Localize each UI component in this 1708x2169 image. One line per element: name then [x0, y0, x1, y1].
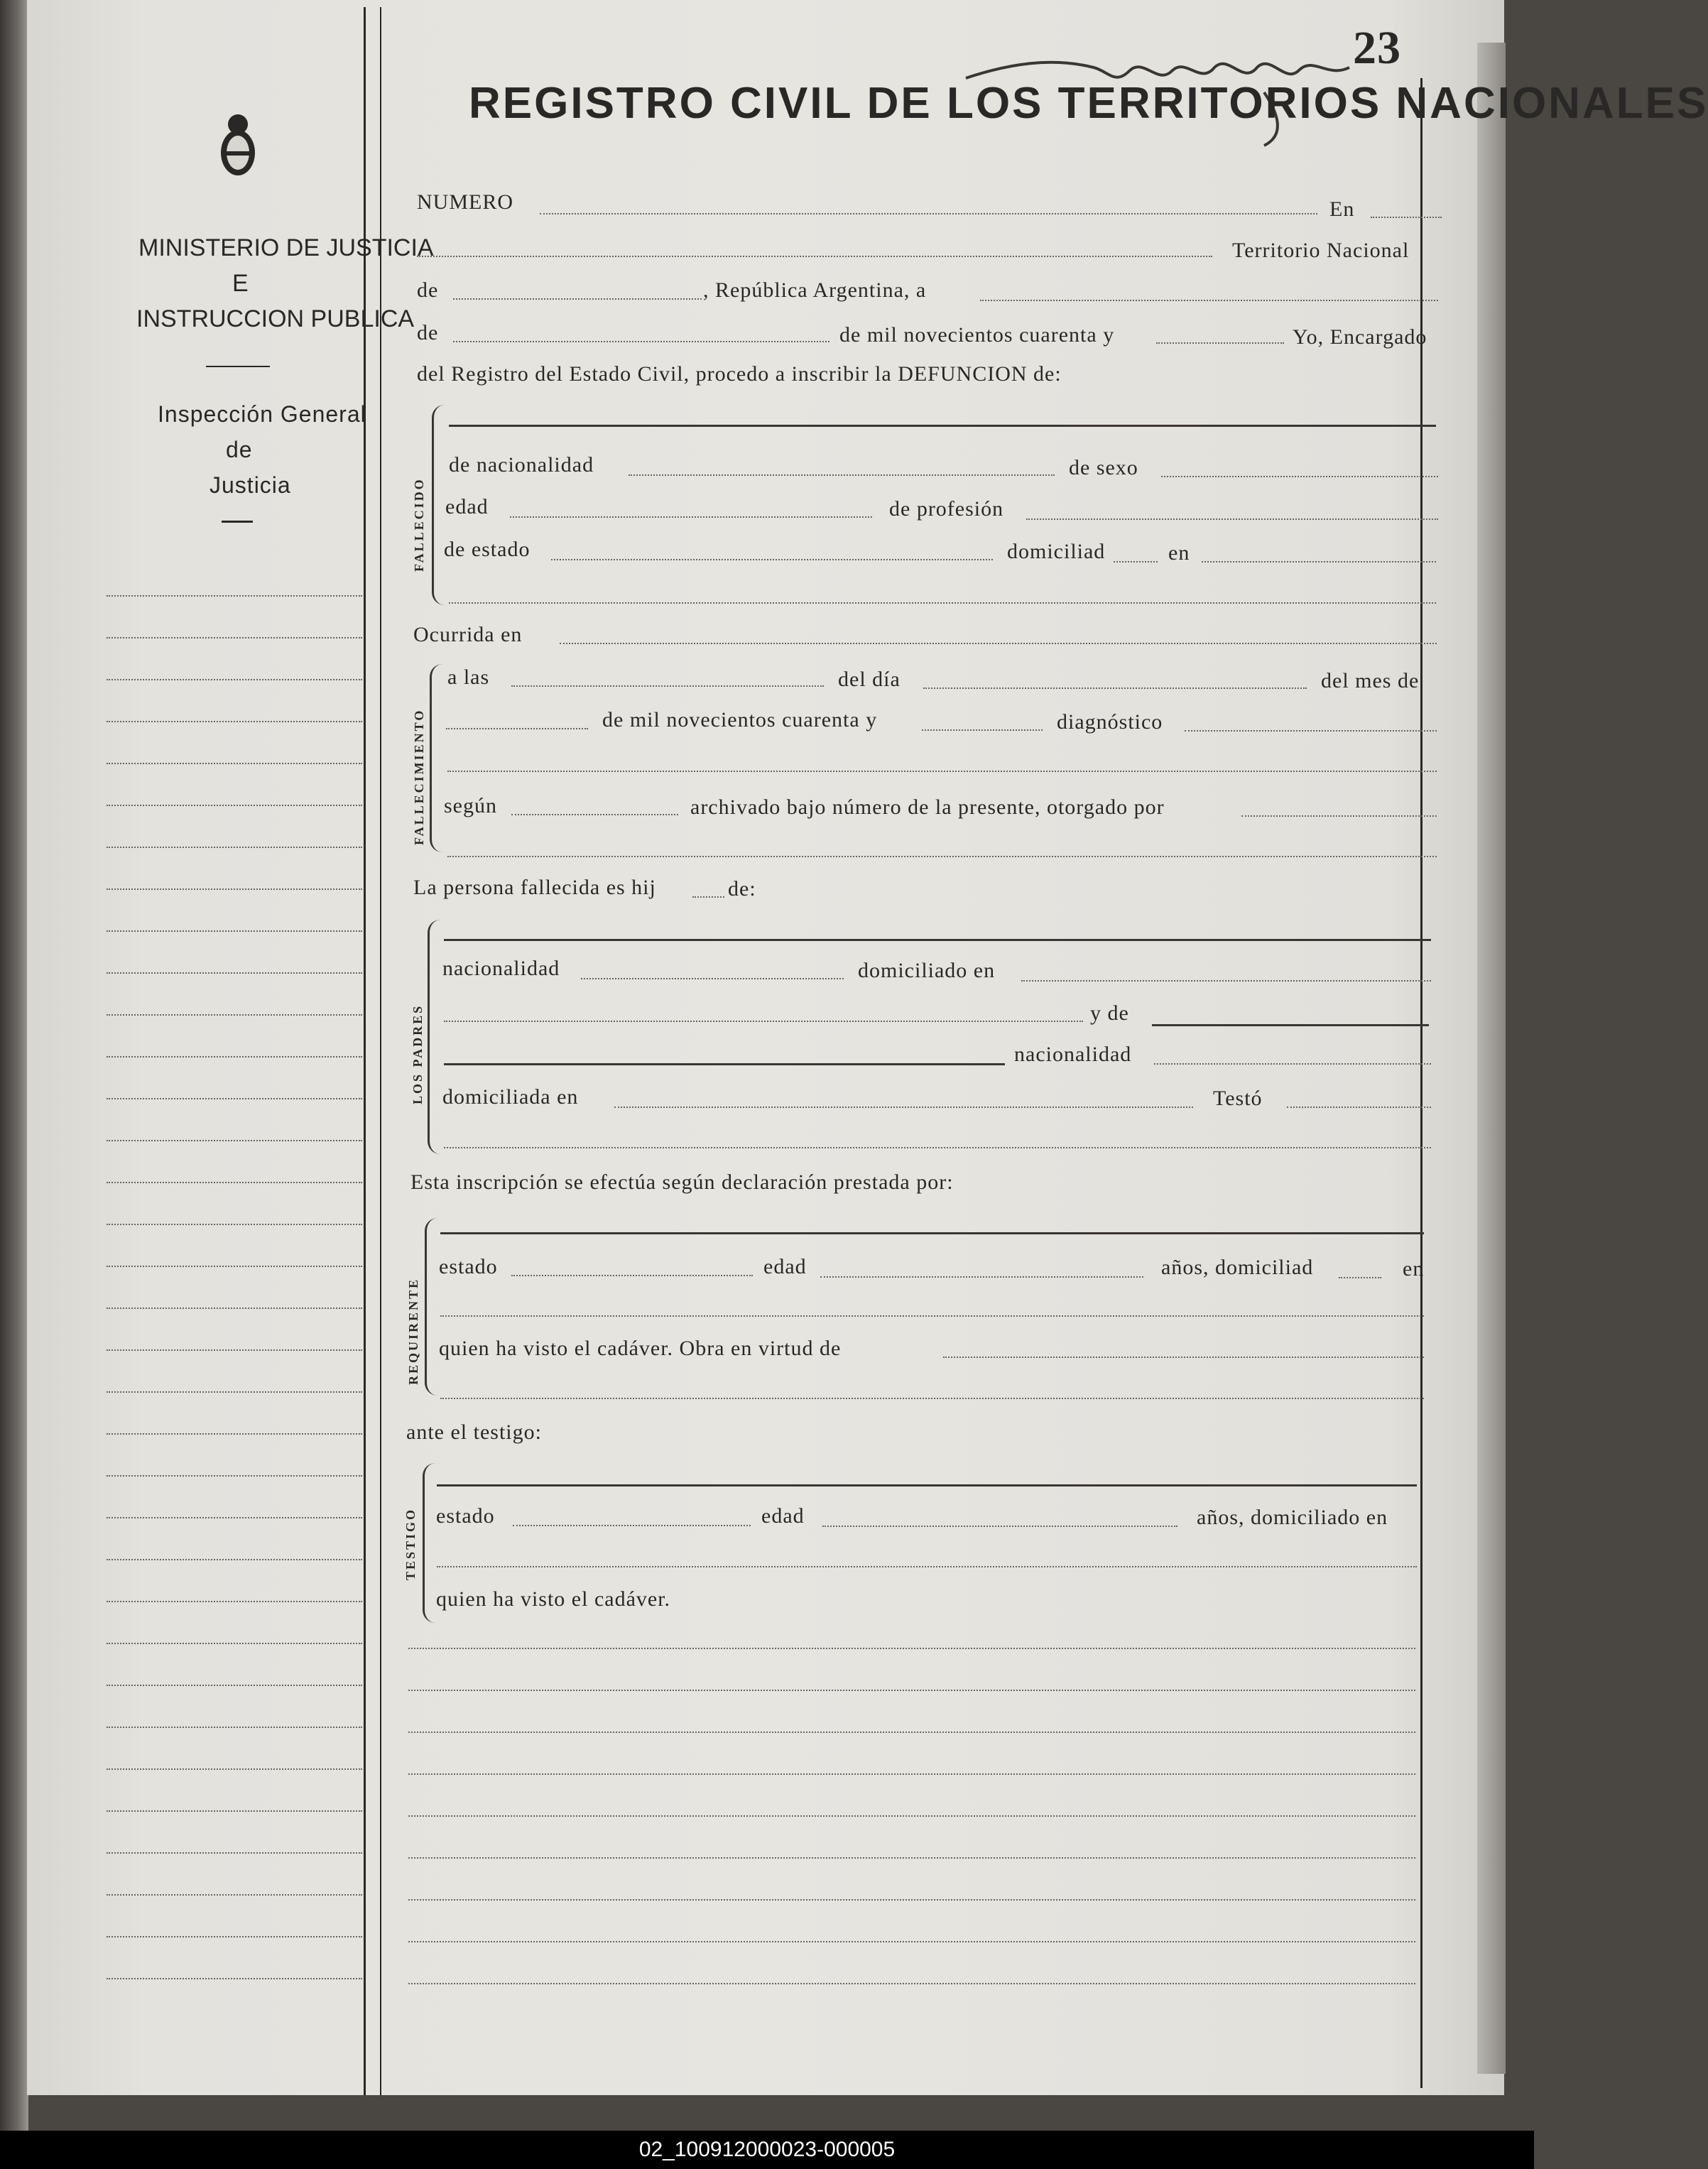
testigo-label: TESTIGO: [403, 1507, 418, 1580]
notes-ruled-line[interactable]: [408, 1732, 1415, 1733]
fallecimiento-brace: [430, 664, 445, 852]
padres-nacionalidad2-label: nacionalidad: [1014, 1043, 1132, 1066]
requirente-en-label: en: [1403, 1257, 1425, 1281]
padres-nacionalidad-label: nacionalidad: [442, 957, 560, 980]
domicilio-field-2[interactable]: [449, 602, 1436, 604]
archivado-label: archivado bajo número de la presente, otorgado por: [690, 795, 1165, 819]
requirente-label: REQUIRENTE: [406, 1277, 420, 1385]
fallecimiento-label: FALLECIMIENTO: [412, 708, 426, 845]
page-number: 23: [1353, 22, 1401, 74]
ministry-line-2: E: [232, 270, 250, 297]
registro-statement: del Registro del Estado Civil, procedo a inscribir la DEFUNCION de:: [417, 362, 1062, 386]
requirente-name-field[interactable]: [440, 1232, 1424, 1234]
mes-field[interactable]: [446, 728, 588, 729]
segun-field[interactable]: [511, 814, 678, 815]
sidebar-ruled-line[interactable]: [107, 847, 362, 848]
estado-label: de estado: [444, 538, 531, 561]
domiciliado-suffix-field[interactable]: [1114, 561, 1158, 562]
father-domicilio-field[interactable]: [1021, 980, 1431, 982]
edad-label: edad: [445, 495, 489, 518]
coat-of-arms-icon: [217, 110, 259, 181]
yo-label: Yo, Encargado: [1293, 325, 1427, 349]
hora-field[interactable]: [511, 685, 824, 687]
inspection-line-2: de: [226, 437, 253, 462]
diagnostico-field-2[interactable]: [447, 771, 1437, 772]
sidebar-ruled-line[interactable]: [107, 1852, 362, 1854]
sexo-field[interactable]: [1161, 476, 1438, 477]
nacionalidad-field[interactable]: [629, 474, 1055, 476]
sidebar-ruled-line[interactable]: [107, 1391, 362, 1393]
territory-field[interactable]: [417, 256, 1212, 257]
requirente-virtud-field-2[interactable]: [440, 1398, 1424, 1399]
inspection-line-1: Inspección General: [158, 401, 366, 427]
hijo-suffix-field[interactable]: [692, 896, 724, 898]
testigo-edad-field[interactable]: [822, 1526, 1177, 1527]
dia-field[interactable]: [923, 687, 1307, 689]
testigo-quien-label: quien ha visto el cadáver.: [436, 1587, 671, 1611]
sidebar-ruled-line[interactable]: [107, 1643, 362, 1644]
sidebar-ruled-line[interactable]: [107, 1517, 362, 1518]
ocurrida-label: Ocurrida en: [413, 623, 523, 646]
sidebar-ruled-line[interactable]: [107, 1140, 362, 1141]
register-title: REGISTRO CIVIL DE LOS TERRITORIOS NACIONALES: [469, 79, 1708, 128]
fallecido-label: FALLECIDO: [412, 477, 426, 572]
sidebar-ruled-line[interactable]: [107, 679, 362, 680]
requirente-edad-label: edad: [763, 1255, 807, 1278]
notes-ruled-line[interactable]: [408, 1773, 1415, 1775]
profesion-label: de profesión: [889, 497, 1004, 521]
sidebar-divider: [206, 366, 270, 367]
sexo-label: de sexo: [1069, 456, 1138, 479]
father-nacionalidad-field[interactable]: [581, 978, 844, 979]
de-label-2: de: [417, 321, 439, 344]
y-de-label: y de: [1090, 1001, 1129, 1025]
sidebar-ruled-line[interactable]: [107, 1014, 362, 1016]
nacionalidad-label: de nacionalidad: [449, 453, 594, 477]
sidebar-ruled-line[interactable]: [107, 637, 362, 638]
otorgado-field-2[interactable]: [447, 856, 1437, 857]
testigo-brace: [423, 1463, 437, 1623]
numero-field[interactable]: [540, 213, 1317, 214]
requirente-quien-label: quien ha visto el cadáver. Obra en virtud de: [439, 1337, 842, 1360]
sidebar-ruled-line[interactable]: [107, 595, 362, 597]
sidebar-ruled-line[interactable]: [107, 1224, 362, 1225]
de-field-2[interactable]: [453, 341, 829, 342]
sidebar-ruled-line[interactable]: [107, 1810, 362, 1812]
sidebar-ruled-line[interactable]: [107, 1768, 362, 1770]
padres-domiciliado-label: domiciliado en: [858, 959, 996, 982]
sidebar-ruled-line[interactable]: [107, 972, 362, 974]
mil-label-2: de mil novecientos cuarenta y: [602, 708, 878, 732]
en-label-2: en: [1168, 541, 1190, 565]
a-las-label: a las: [447, 665, 490, 689]
sidebar-ruled-line[interactable]: [107, 1098, 362, 1099]
notes-ruled-line[interactable]: [408, 1690, 1415, 1691]
sidebar-ruled-line[interactable]: [107, 930, 362, 932]
ministry-line-1: MINISTERIO DE JUSTICIA: [138, 234, 434, 261]
form-right-rule: [1420, 78, 1423, 2088]
sidebar-ruled-line[interactable]: [107, 888, 362, 890]
sidebar-ruled-line[interactable]: [107, 1475, 362, 1477]
sidebar-ruled-line[interactable]: [107, 721, 362, 722]
padres-brace: [428, 920, 442, 1154]
date-field[interactable]: [980, 300, 1438, 301]
testigo-anos-label: años, domiciliado en: [1197, 1506, 1388, 1529]
sidebar-ruled-line[interactable]: [107, 1685, 362, 1686]
mil-label-1: de mil novecientos cuarenta y: [839, 323, 1115, 347]
mother-nacionalidad-field[interactable]: [1154, 1063, 1431, 1065]
deceased-name-field[interactable]: [449, 425, 1436, 427]
testo-label: Testó: [1213, 1087, 1263, 1110]
sidebar-ruled-line[interactable]: [107, 1978, 362, 1979]
en-field[interactable]: [1371, 217, 1442, 218]
requirente-estado-field[interactable]: [511, 1275, 753, 1276]
sidebar-ruled-line[interactable]: [107, 1056, 362, 1058]
otorgado-field[interactable]: [1241, 815, 1437, 817]
father-name-field[interactable]: [444, 939, 1431, 941]
sidebar-ruled-line[interactable]: [107, 1936, 362, 1937]
requirente-brace: [425, 1218, 440, 1396]
en-label: En: [1329, 197, 1355, 221]
mother-domicilio-field[interactable]: [614, 1107, 1193, 1108]
notes-ruled-line[interactable]: [408, 1983, 1415, 1984]
sidebar-ruled-line[interactable]: [107, 1433, 362, 1435]
ante-label: ante el testigo:: [406, 1420, 542, 1444]
notes-ruled-line[interactable]: [408, 1857, 1415, 1859]
sidebar-ruled-line[interactable]: [107, 763, 362, 764]
page-edge: [1477, 43, 1506, 2074]
image-id-caption: 02_100912000023-000005: [0, 2131, 1534, 2169]
estado-field[interactable]: [551, 559, 993, 560]
inspection-line-3: Justicia: [210, 472, 291, 498]
father-domicilio-field-2[interactable]: [444, 1021, 1083, 1022]
del-mes-label: del mes de: [1321, 669, 1420, 692]
hijo-de-label: de:: [728, 877, 756, 901]
del-dia-label: del día: [838, 668, 901, 691]
padres-label: LOS PADRES: [410, 1004, 425, 1104]
requirente-domicilio-field[interactable]: [440, 1315, 1424, 1317]
hijo-label: La persona fallecida es hij: [413, 876, 656, 899]
testo-field[interactable]: [1287, 1107, 1431, 1108]
inscripcion-statement: Esta inscripción se efectúa según declaración prestada por:: [410, 1170, 954, 1194]
domiciliada-label: domiciliada en: [442, 1085, 579, 1109]
sidebar-divider-2: [222, 521, 253, 523]
sidebar-ruled-line[interactable]: [107, 1559, 362, 1560]
fallecido-brace: [432, 405, 447, 605]
testigo-edad-label: edad: [761, 1504, 805, 1528]
testigo-estado-field[interactable]: [513, 1525, 751, 1526]
testigo-domicilio-field[interactable]: [437, 1566, 1417, 1567]
sidebar-ruled-line[interactable]: [107, 1266, 362, 1267]
testigo-estado-label: estado: [436, 1504, 495, 1528]
mother-name-field[interactable]: [1152, 1024, 1429, 1026]
padres-extra-field[interactable]: [444, 1147, 1431, 1148]
segun-label: según: [444, 794, 497, 817]
requirente-anos-label: años, domiciliad: [1161, 1256, 1314, 1279]
year-field-1[interactable]: [1156, 342, 1284, 344]
sidebar-ruled-line[interactable]: [107, 1182, 362, 1183]
notes-ruled-line[interactable]: [408, 1648, 1415, 1649]
ministry-line-3: INSTRUCCION PUBLICA: [136, 305, 415, 332]
sidebar-ruled-line[interactable]: [107, 1601, 362, 1602]
notes-ruled-line[interactable]: [408, 1815, 1415, 1817]
republica-label: , República Argentina, a: [703, 278, 927, 302]
diagnostico-label: diagnóstico: [1057, 710, 1163, 734]
notes-ruled-line[interactable]: [408, 1899, 1415, 1901]
diagnostico-field[interactable]: [1185, 730, 1437, 732]
sidebar-ruled-line[interactable]: [107, 1727, 362, 1728]
ocurrida-field[interactable]: [560, 643, 1437, 644]
territory-label: Territorio Nacional: [1232, 239, 1410, 262]
sidebar-ruled-line[interactable]: [107, 1308, 362, 1309]
de-field-1[interactable]: [453, 298, 702, 300]
domiciliado-label: domiciliad: [1007, 540, 1106, 563]
requirente-virtud-field[interactable]: [943, 1357, 1424, 1358]
requirente-domiciliad-suffix-field[interactable]: [1339, 1277, 1381, 1278]
notes-ruled-line[interactable]: [408, 1941, 1415, 1942]
year-field-2[interactable]: [922, 729, 1043, 731]
requirente-edad-field[interactable]: [820, 1276, 1143, 1278]
sidebar-ruled-line[interactable]: [107, 1349, 362, 1351]
mother-name-field-2[interactable]: [444, 1063, 1005, 1065]
book-binding: [0, 0, 28, 2131]
profesion-field[interactable]: [1026, 518, 1438, 520]
testigo-name-field[interactable]: [437, 1484, 1417, 1486]
de-label-1: de: [417, 278, 439, 302]
sidebar-ruled-line[interactable]: [107, 1894, 362, 1896]
numero-label: NUMERO: [417, 190, 514, 214]
requirente-estado-label: estado: [439, 1255, 498, 1278]
edad-field[interactable]: [510, 516, 872, 518]
sidebar-ruled-line[interactable]: [107, 805, 362, 806]
domicilio-field[interactable]: [1202, 561, 1436, 562]
